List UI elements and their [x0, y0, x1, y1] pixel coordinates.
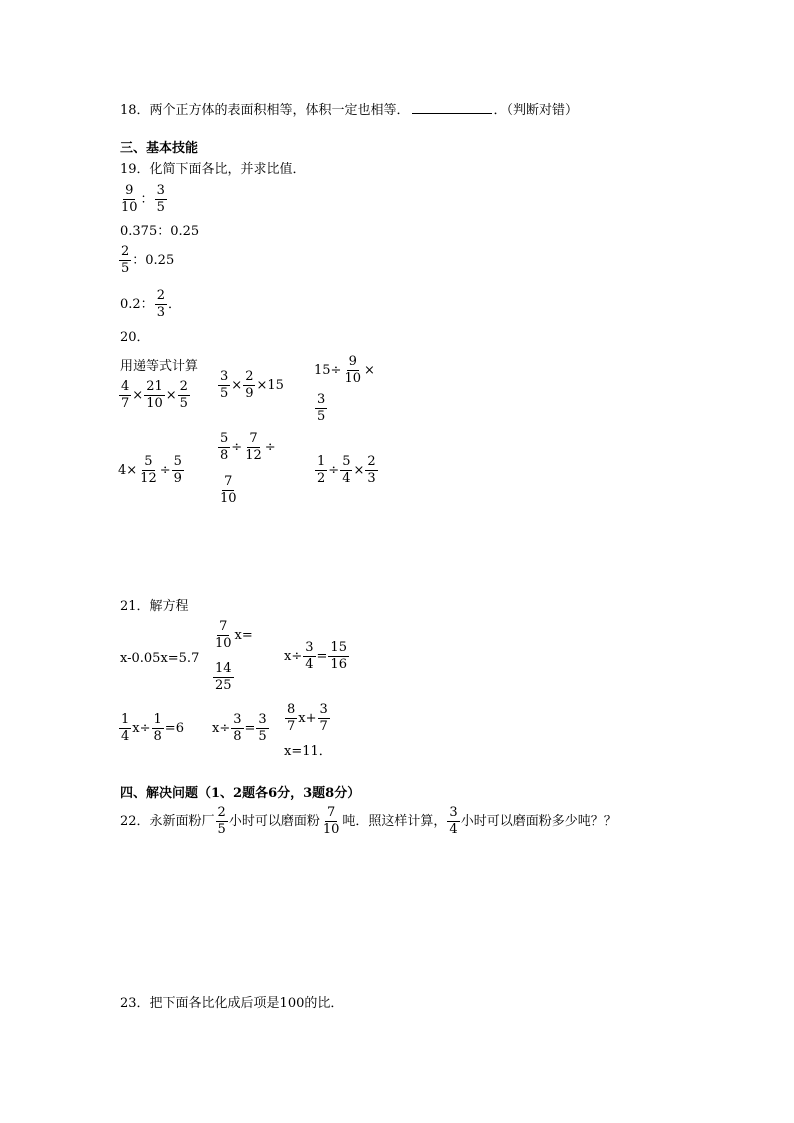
q18-suffix: ．（判断对错）	[493, 103, 579, 118]
fraction: $\frac{2}{5}$	[179, 379, 188, 411]
q20-label: 用递等式计算	[120, 359, 199, 374]
q20-expr-4: 4× $\frac{5}{12}$ ÷ $\frac{5}{9}$	[118, 454, 182, 486]
q19-item-1: $\frac{9}{10}$ ： $\frac{3}{5}$	[121, 183, 165, 215]
fraction: $\frac{2}{3}$	[367, 454, 376, 486]
q20-number: 20．	[120, 330, 150, 345]
fraction: $\frac{7}{10}$	[220, 474, 237, 506]
q21-eq-6-cont: x=11．	[284, 744, 332, 759]
q21-eq-3: x÷ $\frac{3}{4}$ = $\frac{15}{16}$	[284, 640, 347, 672]
fraction: $\frac{1}{2}$	[317, 454, 326, 486]
question-18	[120, 101, 578, 117]
fraction: $\frac{9}{10}$	[121, 183, 138, 215]
fraction: $\frac{9}{10}$	[344, 354, 361, 386]
fraction: $\frac{2}{3}$	[156, 288, 165, 320]
q20-expr-1: $\frac{4}{7}$ × $\frac{21}{10}$ × $\frac{2}{5}$	[121, 379, 188, 411]
q21-eq-4: $\frac{1}{4}$ x÷ $\frac{1}{8}$ =6	[121, 712, 184, 744]
fraction: $\frac{5}{12}$	[140, 454, 157, 486]
fraction: $\frac{3}{4}$	[449, 805, 458, 837]
fraction: $\frac{2}{9}$	[245, 369, 254, 401]
q20-expr-3-cont	[314, 393, 328, 423]
q18-text: 18．两个正方体的表面积相等，体积一定也相等．	[120, 103, 410, 118]
q19-prompt: 19．化简下面各比，并求比值．	[120, 162, 306, 177]
q21-eq-2-cont	[212, 662, 235, 692]
fraction: $\frac{7}{10}$	[322, 805, 340, 837]
fraction: $\frac{15}{16}$	[330, 640, 347, 672]
fraction: $\frac{8}{7}$	[287, 702, 296, 734]
q19-item-4: 0.2： $\frac{2}{3}$ ．	[120, 288, 181, 320]
fraction: $\frac{14}{25}$	[215, 661, 232, 693]
q21-prompt: 21．解方程	[120, 599, 189, 614]
fraction: $\frac{3}{5}$	[156, 183, 165, 215]
fraction: $\frac{7}{12}$	[245, 431, 262, 463]
question-23: 23．把下面各比化成后项是100的比．	[120, 996, 344, 1011]
fraction: $\frac{5}{8}$	[220, 431, 229, 463]
fraction: $\frac{3}{5}$	[220, 369, 229, 401]
fraction: $\frac{3}{8}$	[233, 712, 242, 744]
fraction: $\frac{1}{4}$	[121, 712, 130, 744]
fraction: $\frac{7}{10}$	[215, 619, 232, 651]
fraction: $\frac{5}{9}$	[173, 454, 182, 486]
fraction: $\frac{1}{8}$	[153, 712, 162, 744]
section-4-title: 四、解决问题（1、2题各6分，3题8分）	[120, 786, 361, 801]
q20-expr-5-cont	[217, 475, 240, 505]
fraction: $\frac{2}{5}$	[217, 805, 226, 837]
fraction: $\frac{21}{10}$	[146, 379, 163, 411]
q19-item-3: $\frac{2}{5}$ ：0.25	[121, 244, 175, 276]
fraction: $\frac{2}{5}$	[121, 244, 130, 276]
q18-answer-blank[interactable]	[412, 101, 492, 114]
q21-eq-2: $\frac{7}{10}$ x=	[215, 619, 253, 651]
q21-eq-5: x÷ $\frac{3}{8}$ = $\frac{3}{5}$	[212, 712, 267, 744]
fraction: $\frac{3}{5}$	[258, 712, 267, 744]
question-22: 22．永新面粉厂 $\frac{2}{5}$ 小时可以磨面粉 $\frac{7}{10}$ 吨．照这样计算， $\frac{3}{4}$ 小时可以磨面粉多少吨？？	[120, 805, 617, 837]
fraction: $\frac{4}{7}$	[121, 379, 130, 411]
fraction: $\frac{3}{5}$	[317, 392, 326, 424]
fraction: $\frac{3}{7}$	[319, 702, 328, 734]
q20-expr-3: 15÷ $\frac{9}{10}$ ×	[314, 354, 375, 386]
q20-expr-5: $\frac{5}{8}$ ÷ $\frac{7}{12}$ ÷	[220, 431, 276, 463]
q20-expr-6: $\frac{1}{2}$ ÷ $\frac{5}{4}$ × $\frac{2}{3}$	[317, 454, 376, 486]
q21-eq-1: x-0.05x=5.7	[120, 651, 200, 666]
section-3-title: 三、基本技能	[120, 141, 199, 156]
q20-expr-2: $\frac{3}{5}$ × $\frac{2}{9}$ ×15	[220, 369, 284, 401]
fraction: $\frac{5}{4}$	[342, 454, 351, 486]
fraction: $\frac{3}{4}$	[305, 640, 314, 672]
q19-item-2: 0.375：0.25	[120, 224, 200, 239]
q21-eq-6: $\frac{8}{7}$ x+ $\frac{3}{7}$	[287, 702, 328, 734]
